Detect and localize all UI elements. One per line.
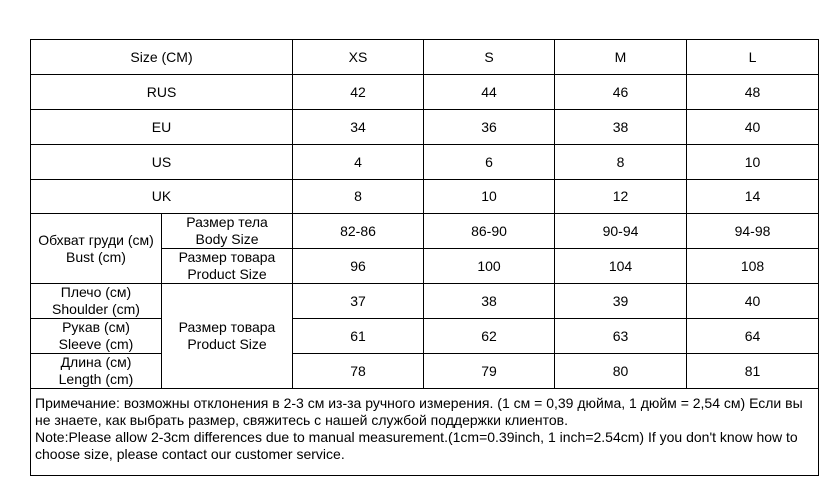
bust-product-size-label-ru: Размер товара: [178, 249, 276, 265]
rus-l: 48: [687, 75, 819, 110]
note-row: [31, 389, 819, 476]
us-row: [31, 145, 819, 180]
eu-l: 40: [687, 110, 819, 145]
sleeve-label: [31, 319, 162, 354]
product-size-group-label: [162, 284, 293, 389]
body-size-label: [162, 214, 293, 249]
rus-s: 44: [424, 75, 555, 110]
us-l: 10: [687, 145, 819, 180]
sleeve-l: 64: [687, 319, 819, 354]
length-m: 80: [555, 354, 687, 389]
us-m: 8: [555, 145, 687, 180]
bust-product-size-label-en: Product Size: [187, 266, 267, 282]
rus-m: 46: [555, 75, 687, 110]
length-label-ru: Длина (см): [60, 354, 132, 370]
sleeve-m: 63: [555, 319, 687, 354]
shoulder-l: 40: [687, 284, 819, 319]
size-xs-header: XS: [293, 40, 424, 75]
sleeve-label-ru: Рукав (см): [62, 319, 130, 335]
shoulder-s: 38: [424, 284, 555, 319]
length-l: 81: [687, 354, 819, 389]
note-en-line-1: Note:Please allow 2-3cm differences due to manual measurement.(1cm=0.39inch, 1 inch=2.54cm) If you don't know how to: [35, 429, 798, 445]
length-s: 79: [424, 354, 555, 389]
bust-product-xs: 96: [293, 249, 424, 284]
us-s: 6: [424, 145, 555, 180]
body-size-label-ru: Размер тела: [186, 214, 268, 230]
shoulder-xs: 37: [293, 284, 424, 319]
bust-body-m: 90-94: [555, 214, 687, 249]
body-size-label-en: Body Size: [195, 231, 259, 247]
size-m-header: M: [555, 40, 687, 75]
eu-xs: 34: [293, 110, 424, 145]
eu-row: [31, 110, 819, 145]
us-label: US: [31, 145, 293, 180]
sleeve-xs: 61: [293, 319, 424, 354]
shoulder-label-en: Shoulder (cm): [52, 301, 140, 317]
note-ru-line-1: Примечание: возможны отклонения в 2-3 см из-за ручного измерения. (1 см = 0,39 дюйма, 1 дюйм = 2,54 см) Если вы: [35, 395, 803, 411]
uk-label: UK: [31, 180, 293, 214]
note-ru-line-2: не знаете, как выбрать размер, свяжитесь с нашей службой поддержки клиентов.: [35, 412, 569, 428]
shoulder-row: [31, 284, 819, 319]
size-header-label: Size (CM): [31, 40, 293, 75]
bust-body-l: 94-98: [687, 214, 819, 249]
bust-label-ru: Обхват груди (см): [38, 231, 154, 248]
uk-row: [31, 180, 819, 214]
rus-xs: 42: [293, 75, 424, 110]
bust-product-s: 100: [424, 249, 555, 284]
eu-m: 38: [555, 110, 687, 145]
length-xs: 78: [293, 354, 424, 389]
bust-body-xs: 82-86: [293, 214, 424, 249]
bust-label: [31, 214, 162, 284]
bust-product-m: 104: [555, 249, 687, 284]
us-xs: 4: [293, 145, 424, 180]
uk-l: 14: [687, 180, 819, 214]
uk-s: 10: [424, 180, 555, 214]
shoulder-label: [31, 284, 162, 319]
length-label: [31, 354, 162, 389]
product-size-group-label-ru: Размер товара: [178, 319, 276, 335]
rus-label: RUS: [31, 75, 293, 110]
length-row: [31, 354, 819, 389]
size-l-header: L: [687, 40, 819, 75]
bust-product-l: 108: [687, 249, 819, 284]
shoulder-label-ru: Плечо (см): [60, 284, 132, 300]
uk-m: 12: [555, 180, 687, 214]
eu-label: EU: [31, 110, 293, 145]
bust-label-en: Bust (cm): [66, 248, 126, 265]
bust-body-size-row: [31, 214, 819, 249]
size-chart-table: [30, 39, 819, 476]
length-label-en: Length (cm): [58, 371, 134, 387]
note-en-line-2: choose size, please contact our customer service.: [35, 446, 345, 462]
header-row: [31, 40, 819, 75]
note-cell: [31, 389, 819, 476]
shoulder-m: 39: [555, 284, 687, 319]
sleeve-s: 62: [424, 319, 555, 354]
uk-xs: 8: [293, 180, 424, 214]
sleeve-row: [31, 319, 819, 354]
eu-s: 36: [424, 110, 555, 145]
product-size-group-label-en: Product Size: [187, 336, 267, 352]
bust-body-s: 86-90: [424, 214, 555, 249]
bust-product-size-label: [162, 249, 293, 284]
sleeve-label-en: Sleeve (cm): [58, 336, 134, 352]
rus-row: [31, 75, 819, 110]
size-s-header: S: [424, 40, 555, 75]
